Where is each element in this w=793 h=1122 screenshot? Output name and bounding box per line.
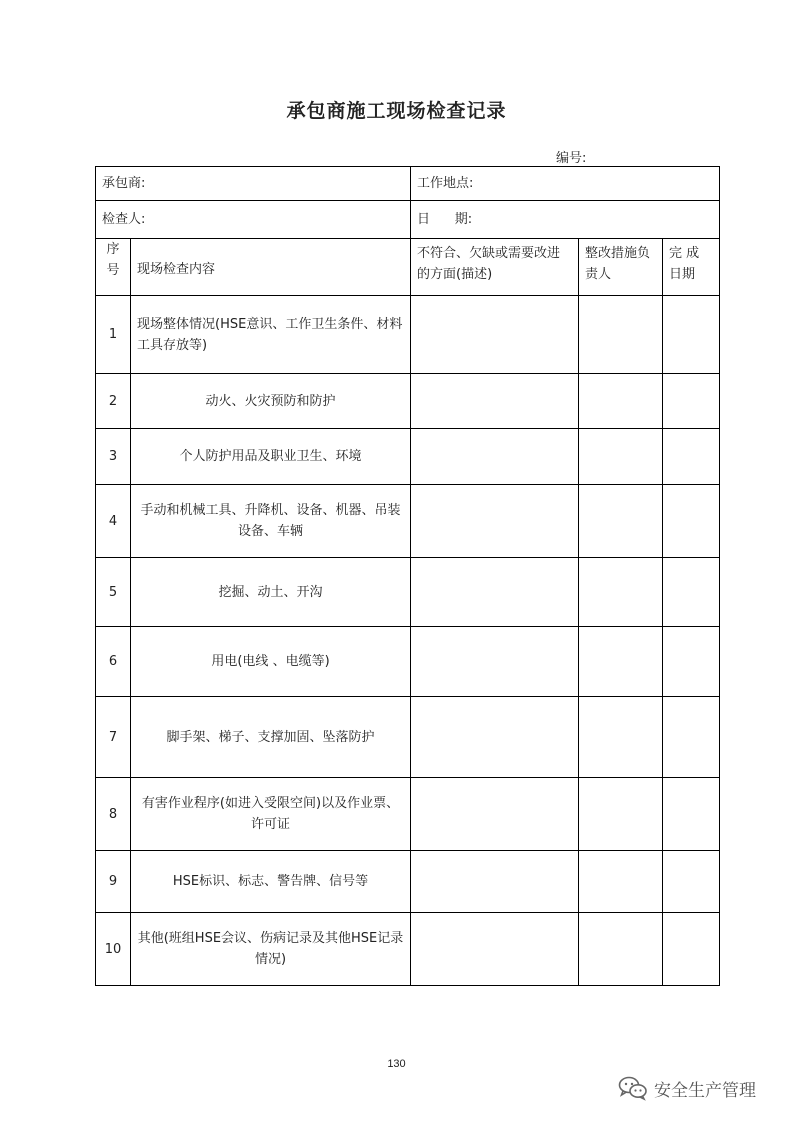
table-row (96, 913, 720, 986)
table-row (96, 374, 720, 429)
issue-cell[interactable] (411, 697, 579, 778)
row-number: 7 (96, 697, 131, 778)
issue-cell[interactable] (411, 429, 579, 485)
row-number: 1 (96, 296, 131, 374)
table-row (96, 485, 720, 558)
contractor-field[interactable] (96, 167, 411, 201)
row-number: 4 (96, 485, 131, 558)
responsible-cell[interactable] (579, 558, 663, 627)
row-number: 6 (96, 627, 131, 697)
header-responsible: 整改措施负责人 (579, 239, 663, 296)
issue-cell[interactable] (411, 913, 579, 986)
row-item: 有害作业程序(如进入受限空间)以及作业票、许可证 (131, 778, 411, 851)
date-field[interactable] (411, 201, 720, 239)
completion-date-cell[interactable] (663, 485, 720, 558)
issue-cell[interactable] (411, 558, 579, 627)
issue-cell[interactable] (411, 778, 579, 851)
watermark (618, 1074, 756, 1102)
serial-number-label: 编号: (556, 151, 587, 166)
row-item: 其他(班组HSE会议、伤病记录及其他HSE记录情况) (131, 913, 411, 986)
issue-cell[interactable] (411, 374, 579, 429)
row-number: 9 (96, 851, 131, 913)
document-title: 承包商施工现场检查记录 (286, 100, 507, 122)
row-item: 用电(电线 、电缆等) (131, 627, 411, 697)
header-content: 现场检查内容 (131, 239, 411, 296)
row-number: 3 (96, 429, 131, 485)
row-item: 个人防护用品及职业卫生、环境 (131, 429, 411, 485)
table-row (96, 697, 720, 778)
completion-date-cell[interactable] (663, 851, 720, 913)
table-row (96, 851, 720, 913)
row-item: 动火、火灾预防和防护 (131, 374, 411, 429)
header-issue: 不符合、欠缺或需要改进的方面(描述) (411, 239, 579, 296)
row-number: 2 (96, 374, 131, 429)
issue-cell[interactable] (411, 851, 579, 913)
issue-cell[interactable] (411, 485, 579, 558)
location-field[interactable] (411, 167, 720, 201)
responsible-cell[interactable] (579, 851, 663, 913)
responsible-cell[interactable] (579, 374, 663, 429)
issue-cell[interactable] (411, 296, 579, 374)
completion-date-cell[interactable] (663, 296, 720, 374)
completion-date-cell[interactable] (663, 429, 720, 485)
contractor-label: 承包商: (102, 176, 146, 191)
table-row (96, 296, 720, 374)
responsible-cell[interactable] (579, 778, 663, 851)
completion-date-cell[interactable] (663, 913, 720, 986)
row-number: 8 (96, 778, 131, 851)
table-row (96, 627, 720, 697)
completion-date-cell[interactable] (663, 697, 720, 778)
inspector-field[interactable] (96, 201, 411, 239)
row-item: 现场整体情况(HSE意识、工作卫生条件、材料工具存放等) (131, 296, 411, 374)
watermark-text: 安全生产管理 (654, 1080, 756, 1101)
row-item: 挖掘、动土、开沟 (131, 558, 411, 627)
header-completion: 完 成 日期 (663, 239, 720, 296)
wechat-icon (618, 1075, 648, 1101)
responsible-cell[interactable] (579, 296, 663, 374)
table-row (96, 778, 720, 851)
page-number: 130 (387, 1058, 406, 1070)
table-row (96, 429, 720, 485)
date-label: 日 期: (417, 212, 473, 227)
row-item: 脚手架、梯子、支撑加固、坠落防护 (131, 697, 411, 778)
table-row (96, 558, 720, 627)
responsible-cell[interactable] (579, 627, 663, 697)
header-seq: 序 号 (96, 239, 131, 296)
row-item: 手动和机械工具、升降机、设备、机器、吊装设备、车辆 (131, 485, 411, 558)
completion-date-cell[interactable] (663, 374, 720, 429)
completion-date-cell[interactable] (663, 778, 720, 851)
completion-date-cell[interactable] (663, 558, 720, 627)
inspection-form (95, 166, 720, 986)
inspector-label: 检查人: (102, 212, 146, 227)
responsible-cell[interactable] (579, 697, 663, 778)
row-number: 5 (96, 558, 131, 627)
row-item: HSE标识、标志、警告牌、信号等 (131, 851, 411, 913)
location-label: 工作地点: (417, 176, 474, 191)
responsible-cell[interactable] (579, 429, 663, 485)
issue-cell[interactable] (411, 627, 579, 697)
responsible-cell[interactable] (579, 913, 663, 986)
completion-date-cell[interactable] (663, 627, 720, 697)
responsible-cell[interactable] (579, 485, 663, 558)
row-number: 10 (96, 913, 131, 986)
